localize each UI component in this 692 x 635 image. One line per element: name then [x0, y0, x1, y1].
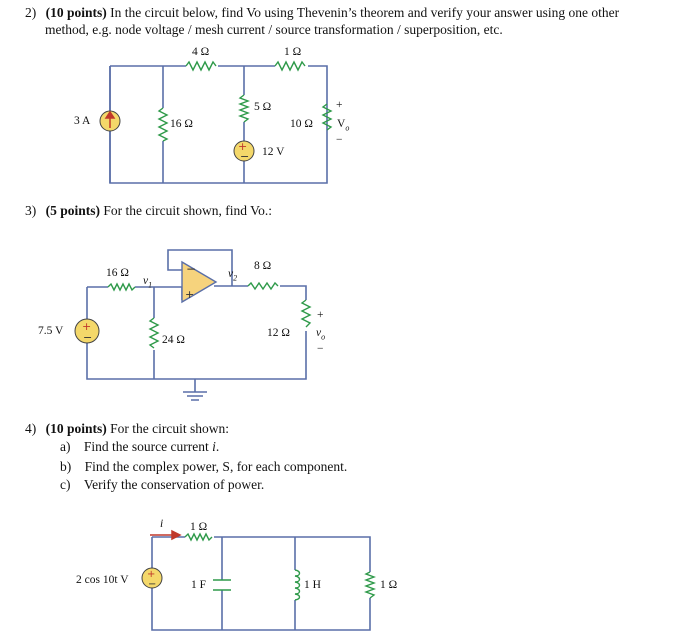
q2-resistor-5 [240, 95, 248, 122]
q3-resistor-12 [302, 300, 310, 327]
q3-vs-minus-icon: − [83, 331, 93, 344]
q4-item-c-text: Verify the conservation of power. [83, 477, 265, 492]
q4-label-1ohm-top: 1 Ω [190, 521, 208, 533]
q2-number: 2) [25, 5, 37, 20]
q4-circuit [142, 531, 374, 630]
q4-label-i: i [160, 518, 164, 530]
q4-points: (10 points) [45, 421, 107, 436]
q3-vo-sub: o [321, 332, 326, 342]
q2-label-5ohm: 5 Ω [254, 101, 272, 113]
q3-label-v2 [228, 266, 237, 286]
q2-vo-sub: o [345, 123, 350, 133]
q2-resistor-16 [159, 108, 167, 141]
q2-vo-minus: − [336, 134, 343, 146]
q4-text: For the circuit shown: [110, 421, 229, 436]
q3-ground-icon [183, 392, 207, 400]
q2-vo-letter: V [337, 118, 346, 130]
q3-label-12ohm: 12 Ω [267, 327, 290, 339]
q4-item-c-marker: c) [60, 477, 71, 492]
q2-label-10ohm: 10 Ω [290, 118, 313, 130]
q3-label-24ohm: 24 Ω [162, 334, 185, 346]
q4-item-a-italic: i [212, 439, 216, 454]
q4-wires-outer [152, 537, 370, 630]
q4-label-1ohm-right: 1 Ω [380, 579, 398, 591]
q2-vo-plus: + [336, 99, 343, 111]
q2-label-3a: 3 A [74, 115, 91, 127]
q2-line2: method, e.g. node voltage / mesh current / source transformation / superposition, etc. [45, 22, 503, 37]
q2-vs-minus-icon: − [240, 150, 250, 163]
q4-item-a-marker: a) [60, 439, 71, 454]
q3-label-source: 7.5 V [38, 325, 64, 337]
q3-points: (5 points) [45, 203, 101, 218]
q3-v2-sub: 2 [233, 273, 238, 283]
q4-label-cap: 1 F [191, 579, 207, 591]
q4-vs-plus-icon: + [147, 569, 156, 580]
q3-v1-sub: 1 [148, 280, 153, 290]
q3-v2-letter: v [228, 268, 234, 280]
q2-label-12v: 12 V [262, 146, 285, 158]
q3-vo-minus: − [317, 343, 324, 355]
q2-label-16ohm: 16 Ω [170, 118, 193, 130]
q3-text: For the circuit shown, find Vo.: [103, 203, 273, 218]
q2-label-1ohm: 1 Ω [284, 46, 302, 58]
q4-number: 4) [25, 421, 37, 436]
q4-label-ind: 1 H [304, 579, 321, 591]
q4-item-b-marker: b) [60, 459, 72, 474]
q3-v1-letter: v [143, 275, 149, 287]
q2-resistor-4 [186, 62, 216, 70]
q4-vs-minus-icon: − [148, 579, 157, 590]
q3-resistor-16 [108, 284, 135, 290]
q4-resistor-right [366, 572, 374, 598]
q3-vo-plus: + [317, 309, 324, 321]
q4-item-a-tail: . [215, 439, 220, 454]
q3-resistor-8 [248, 283, 278, 289]
q3-label-v1 [143, 273, 152, 293]
q2-vs-plus-icon: + [238, 140, 248, 153]
q3-opamp-plus-icon: + [185, 288, 195, 301]
q3-label-16ohm: 16 Ω [106, 267, 129, 279]
q2-points: (10 points) [45, 5, 107, 20]
q2-label-4ohm: 4 Ω [192, 46, 210, 58]
q4-inductor [295, 570, 300, 600]
q4-label-source: 2 cos 10t V [76, 574, 129, 586]
q2-line1: In the circuit below, find Vo using Thevenin’s theorem and verify your answer using one other [110, 5, 620, 20]
q2-resistor-1 [275, 62, 305, 70]
q3-label-8ohm: 8 Ω [254, 260, 272, 272]
q3-opamp-minus-icon: − [186, 262, 197, 276]
q3-vs-plus-icon: + [82, 320, 92, 333]
q4-item-b-text: Find the complex power, S, for each component. [84, 459, 348, 474]
q4-item-a-text: Find the source current [83, 439, 213, 454]
q3-vo-letter: v [316, 327, 322, 339]
q3-number: 3) [25, 203, 37, 218]
q3-resistor-24 [150, 318, 158, 348]
q4-capacitor [213, 580, 231, 590]
